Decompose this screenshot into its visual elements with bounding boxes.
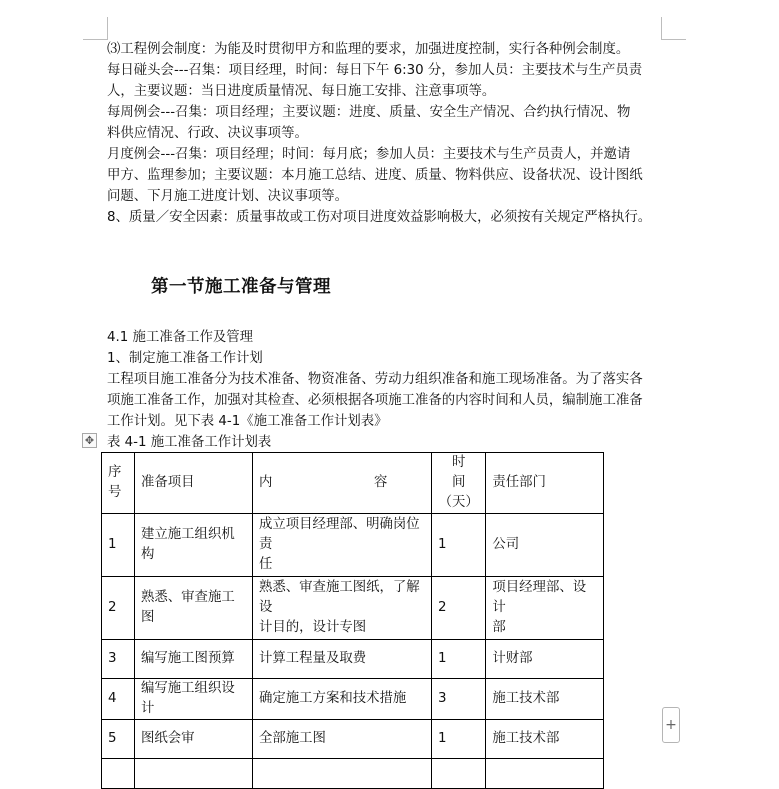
four-arrow-move-icon[interactable]: ✥: [82, 433, 97, 448]
cell-content: [253, 514, 432, 577]
cell-item: 图纸会审: [135, 720, 253, 759]
header-time: [432, 453, 486, 514]
table-caption: 表 4-1 施工准备工作计划表: [107, 435, 272, 450]
table-row: [102, 514, 604, 577]
cell-dept-line: 项目经理部、设计: [492, 580, 587, 615]
cell-time: 2: [432, 577, 486, 640]
header-content-right: 容: [374, 475, 388, 490]
text-line: 每周例会---召集：项目经理；主要议题：进度、质量、安全生产情况、合约执行情况、物: [107, 105, 631, 120]
cell-content: 确定施工方案和技术措施: [253, 679, 432, 720]
cell-item: 编写施工图预算: [135, 640, 253, 679]
cell-time: [432, 759, 486, 789]
table-row: [102, 720, 604, 759]
table-row: [102, 577, 604, 640]
list-heading: 1、制定施工准备工作计划: [107, 351, 263, 366]
text-line: 甲方、监理参加；主要议题：本月施工总结、进度、质量、物料供应、设备状况、设计图纸: [107, 168, 643, 183]
cell-seq: 3: [102, 640, 135, 679]
cell-content-line: 熟悉、审查施工图纸，了解设: [259, 580, 420, 615]
cell-content: 全部施工图: [253, 720, 432, 759]
plan-table: [101, 452, 604, 789]
cell-content-line: 成立项目经理部、明确岗位责: [259, 517, 420, 552]
cell-dept: [486, 577, 604, 640]
cell-dept: 公司: [486, 514, 604, 577]
text-line: 工作计划。见下表 4-1《施工准备工作计划表》: [107, 414, 388, 429]
cell-time: 3: [432, 679, 486, 720]
header-seq: 序号: [102, 453, 135, 514]
cell-content: [253, 577, 432, 640]
header-content-left: 内: [259, 475, 273, 490]
text-line: 料供应情况、行政、决议事项等。: [107, 126, 308, 141]
cell-dept: 施工技术部: [486, 679, 604, 720]
cell-seq: [102, 759, 135, 789]
cell-seq: 1: [102, 514, 135, 577]
cell-dept: 计财部: [486, 640, 604, 679]
text-line: 项施工准备工作，加强对其检查、必须根据各项施工准备的内容时间和人员，编制施工准备: [107, 393, 643, 408]
cell-content-line: 任: [259, 557, 273, 572]
table-row: [102, 759, 604, 789]
cell-item: 建立施工组织机构: [135, 514, 253, 577]
cell-time: 1: [432, 720, 486, 759]
header-time-line2: （天）: [438, 495, 479, 510]
cell-dept-line: 部: [492, 620, 506, 635]
text-line: 每日碰头会---召集：项目经理，时间：每日下午 6:30 分，参加人员：主要技术与生产员责: [107, 63, 643, 78]
cell-seq: 5: [102, 720, 135, 759]
cell-time: 1: [432, 514, 486, 577]
text-line: 工程项目施工准备分为技术准备、物资准备、劳动力组织准备和施工现场准备。为了落实各: [107, 372, 643, 387]
table-row: [102, 640, 604, 679]
cell-item: [135, 759, 253, 789]
header-dept: 责任部门: [486, 453, 604, 514]
header-time-line1: 时间: [452, 455, 480, 490]
subsection-title: 4.1 施工准备工作及管理: [107, 330, 254, 345]
text-line: 问题、下月施工进度计划、决议事项等。: [107, 189, 349, 204]
cell-time: 1: [432, 640, 486, 679]
table-row: [102, 679, 604, 720]
header-content: [253, 453, 432, 514]
cell-item: 编写施工组织设计: [135, 679, 253, 720]
cell-dept: 施工技术部: [486, 720, 604, 759]
cell-content-line: 计目的，设计专图: [259, 620, 367, 635]
cell-seq: 2: [102, 577, 135, 640]
section-heading: 第一节施工准备与管理: [151, 277, 331, 297]
cell-item: 熟悉、审查施工图: [135, 577, 253, 640]
header-item: 准备项目: [135, 453, 253, 514]
text-line: 人，主要议题：当日进度质量情况、每日施工安排、注意事项等。: [107, 84, 496, 99]
text-line: 8、质量／安全因素：质量事故或工伤对项目进度效益影响极大，必须按有关规定严格执行。: [107, 210, 652, 225]
crop-mark-top-right: [661, 17, 686, 40]
table-header-row: [102, 453, 604, 514]
cell-content: [253, 759, 432, 789]
crop-mark-top-left: [83, 17, 108, 40]
text-line: 月度例会---召集：项目经理；时间：每月底；参加人员：主要技术与生产员责人，并邀请: [107, 147, 631, 162]
cell-dept: [486, 759, 604, 789]
cell-seq: 4: [102, 679, 135, 720]
plus-icon[interactable]: +: [662, 707, 680, 743]
text-line: ⑶工程例会制度：为能及时贯彻甲方和监理的要求，加强进度控制，实行各种例会制度。: [107, 42, 630, 57]
cell-content: 计算工程量及取费: [253, 640, 432, 679]
